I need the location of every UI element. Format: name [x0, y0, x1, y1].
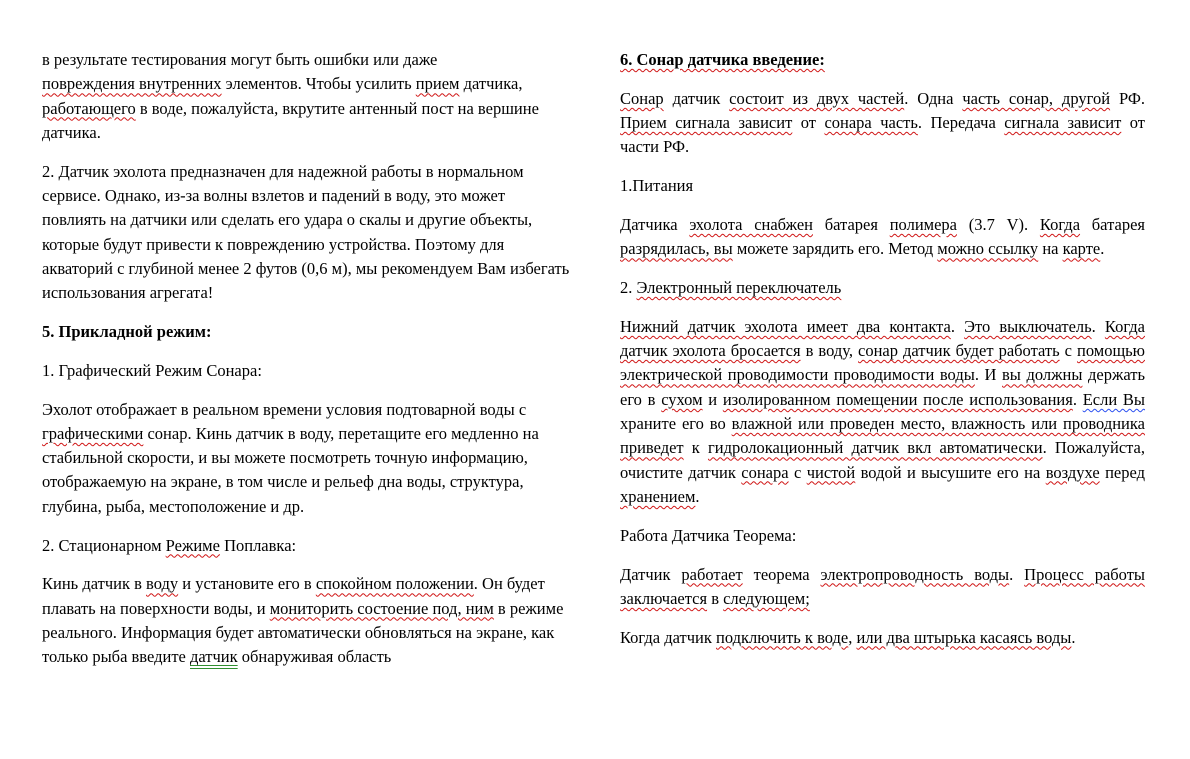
paragraph-theorem-title: Работа Датчика Теорема: [620, 525, 797, 545]
paragraph-sonar-intro: Сонар датчик состоит из двух частей. Одна часть сонар, другой РФ. Прием сигнала зависит от сонара часть. Передача сигнала зависит от части РФ. [620, 88, 1146, 157]
paragraph-theorem-body: Датчик работает теорема электропроводность воды. Процесс работы заключается в следующем; [620, 564, 1145, 608]
paragraph-graphic-mode-body: Эхолот отображает в реальном времени условия подтоварной воды с графическими сонар. Кинь датчик в воду, перетащите его медленно на стабильной скорости, и вы можете посмотреть точную информацию, отображаемую на экране, в том числе и рельеф дна воды, структура, глубина, рыба, местоположение и др. [42, 399, 539, 516]
paragraph-power-body: Датчика эхолота снабжен батарея полимера (3.7 V). Когда батарея разрядилась, вы можете зарядить его. Метод можно ссылку на карте. [620, 214, 1145, 259]
left-column [42, 48, 570, 684]
paragraph-switch-title: 2. Электронный переключатель [620, 278, 842, 298]
heading-section-5: 5. Прикладной режим: [42, 321, 212, 341]
paragraph-theorem-step: Когда датчик подключить к воде, или два штырька касаясь воды. [620, 627, 1076, 647]
paragraph-float-mode-title: 2. Стационарном Режиме Поплавка: [42, 535, 297, 555]
paragraph-antenna: в результате тестирования могут быть ошибки или даже повреждения внутренних элементов. Чтобы усилить прием датчика, работающего в воде, пожалуйста, вкрутите антенный пост на вершине датчика. [42, 50, 539, 142]
paragraph-float-mode-body: Кинь датчик в воду и установите его в спокойном положении. Он будет плавать на поверхности воды, и мониторить состоение под, ним в режиме реального. Информация будет автоматически обновляться на экране, как только рыба введите датчик обнаруживая область [42, 574, 564, 667]
heading-section-6: 6. Сонар датчика введение: [620, 50, 825, 69]
right-column [620, 48, 1145, 664]
paragraph-switch-body: Нижний датчик эхолота имеет два контакта. Это выключатель. Когда датчик эхолота бросается в воду, сонар датчик будет работать с помощью электрической проводимости проводимости воды. И вы должны держать его в сухом и изолированном помещении после использования. Если Вы храните его во влажной или проведен место, влажность или проводника приведет к гидролокационный датчик вкл автоматически. Пожалуйста, очистите датчик сонара с чистой водой и высушите его на воздухе перед хранением. [620, 316, 1146, 506]
paragraph-sensor-warning: 2. Датчик эхолота предназначен для надежной работы в нормальном сервисе. Однако, из-за волны взлетов и падений в воду, это может повлиять на датчики или сделать его удара о скалы и другие объекты, которые будут привести к повреждению устройства. Поэтому для акваторий с глубиной менее 2 футов (0,6 м), мы рекомендуем Вам избегать использования агрегата! [42, 161, 570, 303]
paragraph-graphic-mode-title: 1. Графический Режим Сонара: [42, 360, 262, 380]
paragraph-power-title: 1.Питания [620, 176, 694, 196]
